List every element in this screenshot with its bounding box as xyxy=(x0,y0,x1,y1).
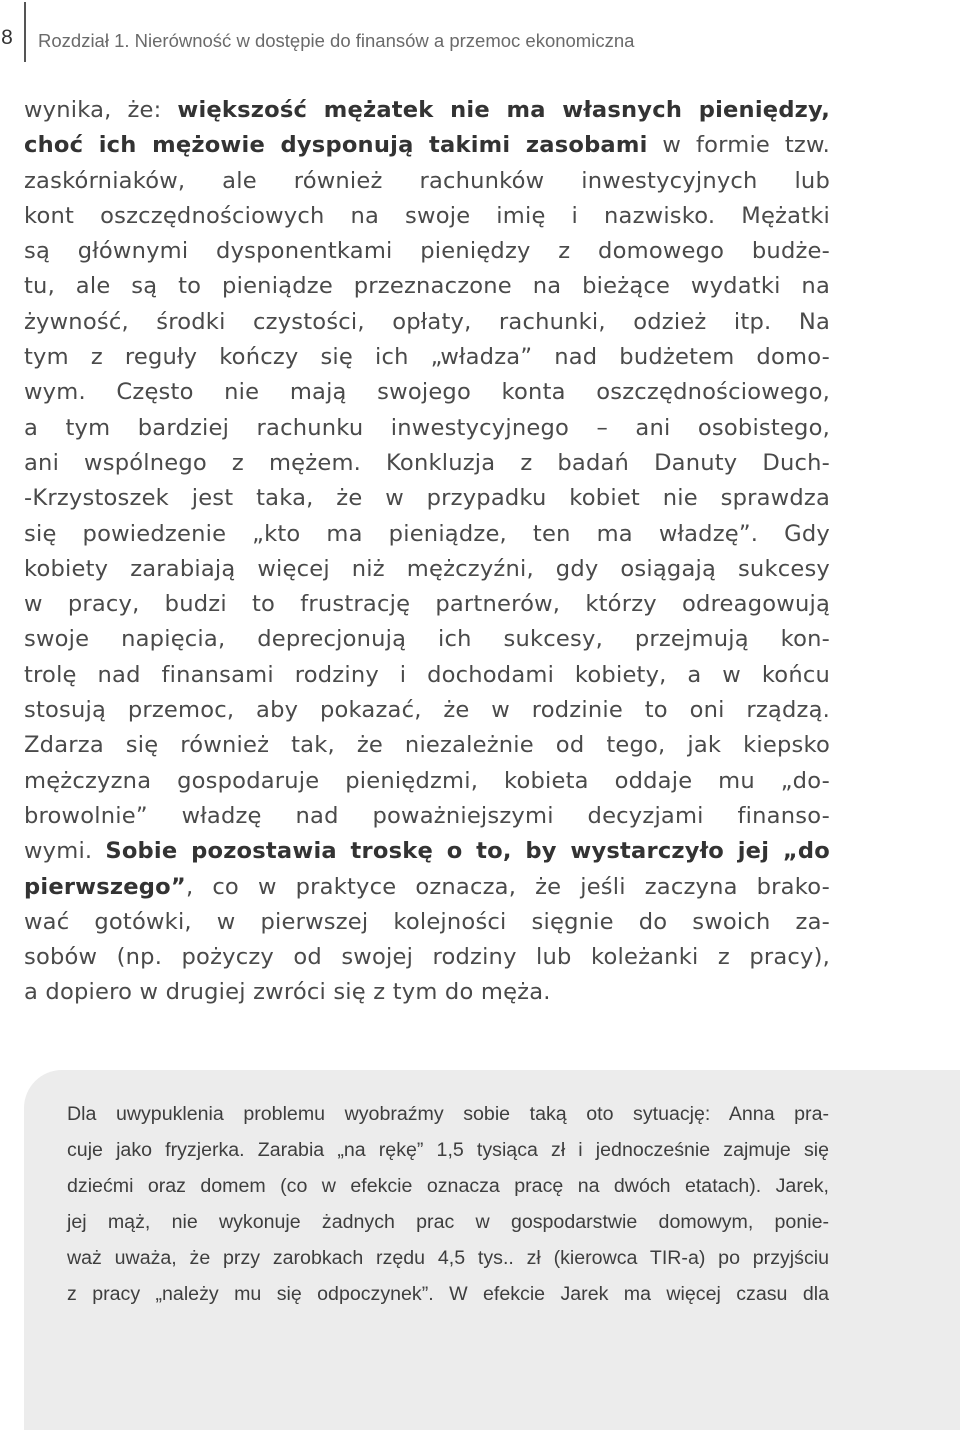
body-line xyxy=(24,799,830,834)
text-run: , co w praktyce oznacza, że jeśli zaczyna brako- xyxy=(185,873,830,900)
text-run: się powiedzenie „kto ma pieniądze, ten ma władzę”. Gdy xyxy=(24,520,830,547)
body-line xyxy=(24,728,830,763)
text-run: kont oszczędnościowych na swoje imię i nazwisko. Mężatki xyxy=(24,202,830,229)
text-run: mężczyzna gospodaruje pieniędzmi, kobieta oddaje mu „do- xyxy=(24,767,830,794)
text-run: Zdarza się również tak, że niezależnie od tego, jak kiepsko xyxy=(24,732,830,759)
body-line xyxy=(24,164,830,199)
text-run: wymi. xyxy=(24,838,106,865)
box-line: Dla uwypuklenia problemu wyobraźmy sobie taką oto sytuację: Anna pra- xyxy=(67,1103,829,1125)
body-line xyxy=(24,658,830,693)
body-line xyxy=(24,693,830,728)
body-line xyxy=(24,305,830,340)
box-line: z pracy „należy mu się odpoczynek”. W efekcie Jarek ma więcej czasu dla xyxy=(67,1283,829,1305)
body-line xyxy=(24,834,830,869)
page-number: 8 xyxy=(1,26,13,49)
body-line xyxy=(24,905,830,940)
text-run: są głównymi dysponentkami pieniędzy z domowego budże- xyxy=(24,238,830,265)
body-line xyxy=(24,93,830,128)
text-run: w formie tzw. xyxy=(647,132,830,159)
body-line xyxy=(24,552,830,587)
body-line xyxy=(24,375,830,410)
box-line: dziećmi oraz domem (co w efekcie oznacza pracę na dwóch etatach). Jarek, xyxy=(67,1175,829,1197)
text-run: tu, ale są to pieniądze przeznaczone na bieżące wydatki na xyxy=(24,273,830,300)
bold-text: choć ich mężowie dysponują takimi zasobami xyxy=(24,132,648,159)
body-line xyxy=(24,975,830,1010)
bold-text: większość mężatek nie ma własnych pieniędzy, xyxy=(177,97,830,123)
text-run: zaskórniaków, ale również rachunków inwestycyjnych lub xyxy=(24,167,830,194)
body-line xyxy=(24,940,830,975)
body-line xyxy=(24,128,830,163)
body-line xyxy=(24,587,830,622)
text-run: sobów (np. pożyczy od swojej rodziny lub koleżanki z pracy), xyxy=(24,944,830,971)
body-line xyxy=(24,411,830,446)
body-line xyxy=(24,269,830,304)
body-line xyxy=(24,481,830,516)
body-line xyxy=(24,446,830,481)
body-line xyxy=(24,622,830,657)
text-run: ani wspólnego z mężem. Konkluzja z badań Danuty Duch- xyxy=(24,449,830,476)
text-run: stosują przemoc, aby pokazać, że w rodzinie to oni rządzą. xyxy=(24,697,830,724)
running-head: Rozdział 1. Nierówność w dostępie do finansów a przemoc ekonomiczna xyxy=(38,30,635,51)
text-run: a dopiero w drugiej zwróci się z tym do męża. xyxy=(24,979,551,1006)
bold-text: pierwszego” xyxy=(24,873,186,900)
box-line: cuje jako fryzjerka. Zarabia „na rękę” 1,5 tysiąca zł i jednocześnie zajmuje się xyxy=(67,1139,829,1161)
bold-text: Sobie pozostawia troskę o to, by wystarczyło jej „do xyxy=(105,838,831,865)
body-line xyxy=(24,234,830,269)
text-run: wynika, że: xyxy=(24,97,178,123)
text-run: wać gotówki, w pierwszej kolejności sięgnie do swoich za- xyxy=(24,908,830,935)
body-text xyxy=(24,93,830,1011)
body-line xyxy=(24,764,830,799)
body-line xyxy=(24,340,830,375)
body-line xyxy=(24,199,830,234)
text-run: w pracy, budzi to frustrację partnerów, którzy odreagowują xyxy=(24,591,830,618)
text-run: -Krzystoszek jest taka, że w przypadku kobiet nie sprawdza xyxy=(24,485,830,512)
text-run: a tym bardziej rachunku inwestycyjnego – ani osobistego, xyxy=(24,414,830,441)
text-run: swoje napięcia, deprecjonują ich sukcesy, przejmują kon- xyxy=(24,626,830,653)
text-run: tym z reguły kończy się ich „władza” nad budżetem domo- xyxy=(24,344,830,371)
header-divider xyxy=(24,2,26,62)
body-line xyxy=(24,517,830,552)
text-run: żywność, środki czystości, opłaty, rachunki, odzież itp. Na xyxy=(24,308,830,335)
text-run: browolnie” władzę nad poważniejszymi decyzjami finanso- xyxy=(24,802,830,829)
box-line: jej mąż, nie wykonuje żadnych prac w gospodarstwie domowym, ponie- xyxy=(67,1211,829,1233)
text-run: kobiety zarabiają więcej niż mężczyźni, gdy osiągają sukcesy xyxy=(24,555,830,582)
body-line xyxy=(24,870,830,905)
text-run: trolę nad finansami rodziny i dochodami kobiety, a w końcu xyxy=(24,661,830,688)
text-run: wym. Często nie mają swojego konta oszczędnościowego, xyxy=(24,379,830,406)
example-box-text xyxy=(67,1096,829,1312)
box-line: waż uważa, że przy zarobkach rzędu 4,5 tys.. zł (kierowca TIR-a) po przyjściu xyxy=(67,1247,829,1269)
